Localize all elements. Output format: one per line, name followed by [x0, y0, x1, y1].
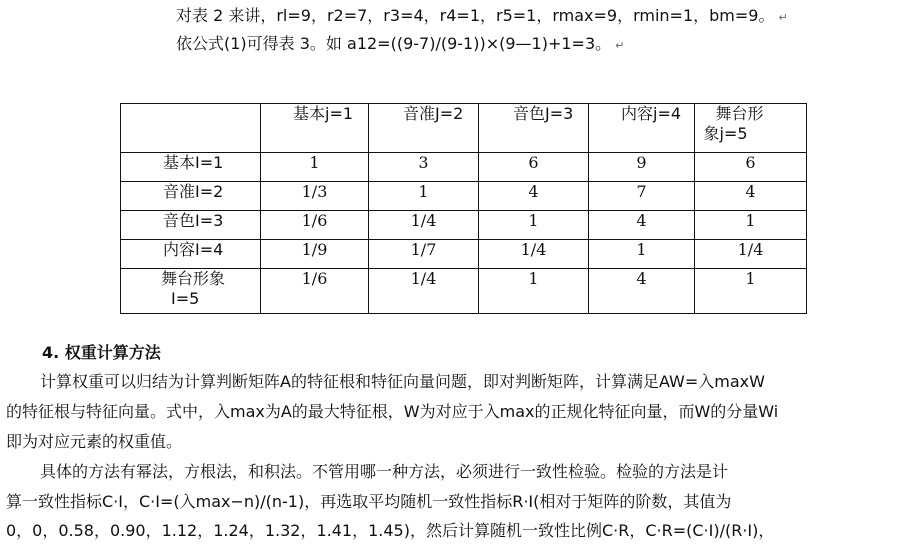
- table-header-row: [121, 104, 807, 153]
- column-header: 音准J=2: [369, 104, 479, 153]
- table-cell: 4: [589, 211, 695, 240]
- table-cell: 1/4: [695, 240, 807, 269]
- section-heading: 4. 权重计算方法: [42, 343, 161, 362]
- intro-line-1: [176, 6, 788, 28]
- paragraph-line: 的特征根与特征向量。式中，入max为A的最大特征根，W为对应于入max的正规化特征向量，而W的分量Wi: [6, 402, 779, 421]
- row-header: 音准I=2: [121, 182, 261, 211]
- row-header: [121, 269, 261, 314]
- row-header: 音色I=3: [121, 211, 261, 240]
- column-header: 内容j=4: [589, 104, 695, 153]
- row-header: 内容I=4: [121, 240, 261, 269]
- table-cell: 7: [589, 182, 695, 211]
- table-cell: 1/6: [261, 269, 369, 314]
- paragraph-line: 即为对应元素的权重值。: [6, 432, 183, 451]
- paragraph-line: 计算权重可以归结为计算判断矩阵A的特征根和特征向量问题，即对判断矩阵，计算满足AW=入maxW: [40, 372, 765, 391]
- paragraph-line: 算一致性指标C·I，C·I=(入max−n)/(n-1)，再选取平均随机一致性指标R·I(相对于矩阵的阶数，其值为: [6, 492, 732, 511]
- table-cell: 1: [261, 153, 369, 182]
- table-row: [121, 211, 807, 240]
- table-cell: 9: [589, 153, 695, 182]
- table-cell: 1: [589, 240, 695, 269]
- table-cell: 6: [695, 153, 807, 182]
- table-corner-cell: [121, 104, 261, 153]
- return-mark-icon: ↵: [778, 11, 788, 24]
- column-header-line: 舞台形: [715, 104, 764, 123]
- table-row: [121, 269, 807, 314]
- column-header-line: 象j=5: [703, 124, 748, 143]
- table-cell: 1/4: [479, 240, 589, 269]
- table-cell: 1: [479, 269, 589, 314]
- return-mark-icon: ↵: [615, 39, 625, 52]
- table-cell: 1/3: [261, 182, 369, 211]
- table-row: [121, 240, 807, 269]
- table-cell: 1: [695, 211, 807, 240]
- table-cell: 3: [369, 153, 479, 182]
- row-header: 基本I=1: [121, 153, 261, 182]
- table-row: [121, 182, 807, 211]
- table-cell: 1/4: [369, 269, 479, 314]
- table-cell: 1: [479, 211, 589, 240]
- intro-line-2: [176, 34, 624, 56]
- table-cell: 1: [695, 269, 807, 314]
- intro-line-2-text: 依公式(1)可得表 3。如 a12=((9-7)/(9-1))×(9—1)+1=3。: [176, 34, 612, 53]
- column-header: [695, 104, 807, 153]
- paragraph-line: 具体的方法有幂法，方根法，和积法。不管用哪一种方法，必须进行一致性检验。检验的方法是计: [40, 462, 729, 481]
- table-cell: 1/7: [369, 240, 479, 269]
- table-cell: 4: [589, 269, 695, 314]
- row-header-line: 舞台形象: [161, 269, 226, 288]
- column-header: 音色J=3: [479, 104, 589, 153]
- judgment-matrix-table: [120, 103, 807, 314]
- table-cell: 1: [369, 182, 479, 211]
- table-row: [121, 153, 807, 182]
- table-cell: 1/9: [261, 240, 369, 269]
- intro-line-1-text: 对表 2 来讲，rl=9，r2=7，r3=4，r4=1，r5=1，rmax=9，rmin=1，bm=9。: [176, 6, 775, 25]
- paragraph-line: 0，0，0.58，0.90，1.12，1.24，1.32，1.41，1.45)，然后计算随机一致性比例C·R，C·R=(C·I)/(R·I)，: [6, 521, 775, 540]
- table-cell: 4: [479, 182, 589, 211]
- table-cell: 1/6: [261, 211, 369, 240]
- column-header: 基本j=1: [261, 104, 369, 153]
- table-cell: 1/4: [369, 211, 479, 240]
- table-cell: 6: [479, 153, 589, 182]
- table-cell: 4: [695, 182, 807, 211]
- row-header-line: I=5: [171, 289, 200, 308]
